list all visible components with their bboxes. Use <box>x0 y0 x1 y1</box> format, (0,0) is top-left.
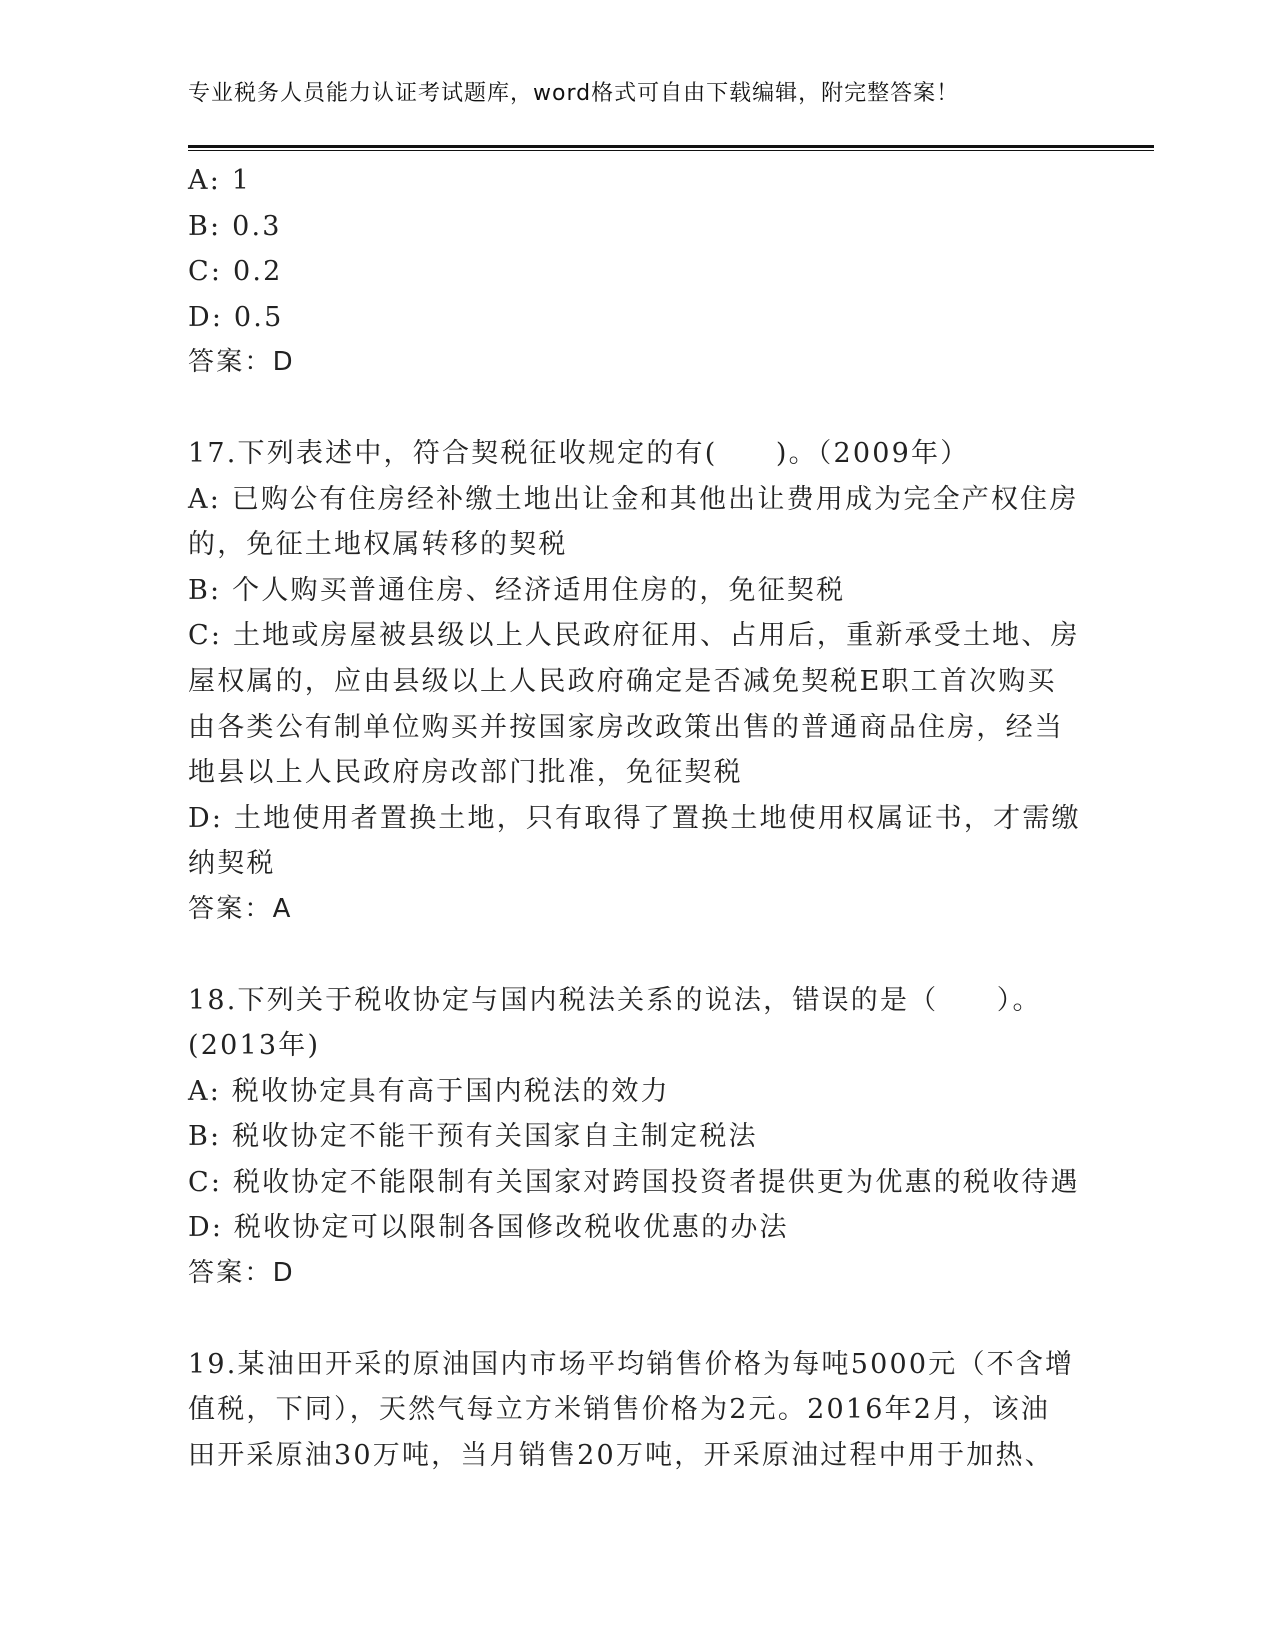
option-a: A: 税收协定具有高于国内税法的效力 <box>188 1075 670 1107</box>
question-stem: 17.下列表述中，符合契税征收规定的有( )。（2009年） <box>188 437 970 469</box>
spacer <box>188 386 1088 431</box>
option-c-cont: 由各类公有制单位购买并按国家房改政策出售的普通商品住房，经当 <box>188 711 1064 743</box>
option-b: B: 税收协定不能干预有关国家自主制定税法 <box>188 1121 758 1153</box>
answer: 答案：D <box>188 347 295 378</box>
option-c: C: 税收协定不能限制有关国家对跨国投资者提供更为优惠的税收待遇 <box>188 1166 1080 1198</box>
option-d: D: 土地使用者置换土地，只有取得了置换土地使用权属证书，才需缴 <box>188 802 1081 834</box>
question-stem: 19.某油田开采的原油国内市场平均销售价格为每吨5000元（不含增 <box>188 1348 1075 1380</box>
header-rule-thick <box>188 145 1154 148</box>
spacer <box>188 1297 1088 1342</box>
option-c-cont: 屋权属的，应由县级以上人民政府确定是否减免契税E职工首次购买 <box>188 665 1057 697</box>
option-c: C: 0.2 <box>188 256 283 288</box>
question-16-tail <box>188 158 1088 386</box>
option-c-cont: 地县以上人民政府房改部门批准，免征契税 <box>188 757 743 789</box>
option-c: C: 土地或房屋被县级以上人民政府征用、占用后，重新承受土地、房 <box>188 620 1080 652</box>
header-rule-thin <box>188 150 1154 151</box>
question-stem: 18.下列关于税收协定与国内税法关系的说法，错误的是（ ）。 <box>188 984 1042 1016</box>
spacer <box>188 933 1088 978</box>
answer: 答案：D <box>188 1258 295 1289</box>
question-stem-cont: 田开采原油30万吨，当月销售20万吨，开采原油过程中用于加热、 <box>188 1439 1054 1471</box>
option-b: B: 个人购买普通住房、经济适用住房的，免征契税 <box>188 574 846 606</box>
option-d: D: 0.5 <box>188 301 284 333</box>
option-a: A: 已购公有住房经补缴土地出让金和其他出让费用成为完全产权住房 <box>188 483 1079 515</box>
question-19 <box>188 1342 1088 1479</box>
option-d-cont: 纳契税 <box>188 848 276 880</box>
question-18 <box>188 978 1088 1297</box>
option-a: A: 1 <box>188 165 252 196</box>
answer: 答案：A <box>188 893 293 924</box>
option-b: B: 0.3 <box>188 210 282 242</box>
page-content <box>188 158 1088 1478</box>
page-header: 专业税务人员能力认证考试题库，word格式可自由下载编辑，附完整答案！ <box>188 81 960 106</box>
option-d: D: 税收协定可以限制各国修改税收优惠的办法 <box>188 1212 789 1244</box>
question-stem-cont: 值税，下同），天然气每立方米销售价格为2元。2016年2月，该油 <box>188 1394 1050 1426</box>
question-17 <box>188 431 1088 933</box>
question-stem-cont: (2013年) <box>188 1030 321 1062</box>
option-a-cont: 的，免征土地权属转移的契税 <box>188 529 568 561</box>
